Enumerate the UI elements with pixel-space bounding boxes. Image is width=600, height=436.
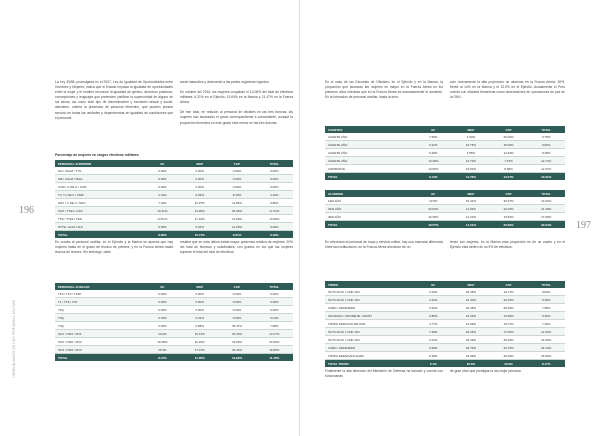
right-column-2 xyxy=(450,80,565,105)
row-label-cell: SO2 / OM2 / SO2 xyxy=(58,339,82,344)
value-cell: 32.39% xyxy=(465,337,477,342)
row-label-cell: T2Q xyxy=(58,307,64,312)
value-cell: 15.13% xyxy=(194,331,205,336)
value-cell: 30.15% xyxy=(231,331,243,336)
value-cell: 7.34% xyxy=(158,200,167,205)
value-cell: 10.2% xyxy=(158,331,167,336)
value-cell: 21.39% xyxy=(541,206,552,211)
value-cell: 15.07% xyxy=(503,321,514,326)
value-cell: 9.96% xyxy=(429,345,438,350)
table-total-row xyxy=(325,360,565,367)
value-cell: 22.45% xyxy=(194,339,205,344)
value-cell: 16.36% xyxy=(428,214,439,219)
row-label-cell: PERSONAL AUXILIAR xyxy=(58,284,90,289)
value-cell: 12.97% xyxy=(194,200,205,205)
value-cell: 0.00% xyxy=(270,299,279,304)
value-cell: 9.14% xyxy=(429,174,438,179)
value-cell: 22.9% xyxy=(504,361,513,366)
value-cell: 19.42% xyxy=(541,198,552,203)
value-cell: 5.1% xyxy=(429,361,437,366)
value-cell: MGP xyxy=(196,284,204,289)
right-page xyxy=(300,0,600,436)
row-label-cell: ASPIRANTE xyxy=(328,166,346,171)
right-column-3 xyxy=(325,240,443,255)
value-cell: EF xyxy=(431,127,436,132)
table-row xyxy=(55,330,293,338)
value-cell: 19.39% xyxy=(465,313,477,318)
row-label-cell: T1 / T1S / T1P xyxy=(58,299,78,304)
value-cell: 6.94% xyxy=(195,224,204,229)
value-cell: 8.17% xyxy=(541,361,551,366)
value-cell: 3.85% xyxy=(429,313,438,318)
table-row xyxy=(55,191,293,199)
value-cell: 0.00% xyxy=(195,291,204,296)
value-cell: 0.00% xyxy=(232,307,242,312)
value-cell: 0.00% xyxy=(232,299,242,304)
row-label-cell: 2DO AÑO xyxy=(328,206,342,211)
row-label-cell: TROPA REENGANCHADA xyxy=(328,353,365,358)
paragraph: En cuanto al personal auxiliar, en el Ejército y la Marina se aprecia que hay mujeres hasta en el grado de técnico de primera, y en la Fuerza Aérea hasta técnica de tercera. Sin embargo, cabe xyxy=(55,240,173,255)
value-cell: 17.31% xyxy=(269,208,280,213)
value-cell: FAP xyxy=(505,282,512,287)
value-cell: 4.94% xyxy=(466,134,476,139)
value-cell: 34.03% xyxy=(503,206,514,211)
row-label-cell: SOTO RGO / CAB / RD xyxy=(328,329,360,334)
table-row xyxy=(325,213,565,221)
page-number-left: 196 xyxy=(19,205,34,216)
value-cell: 9.85% xyxy=(270,200,279,205)
value-cell: FAP xyxy=(505,191,512,196)
value-cell: 10.95% xyxy=(428,166,439,171)
row-label-cell: TOTAL xyxy=(328,222,338,227)
table-row xyxy=(55,290,293,298)
row-label-cell: TOTAL xyxy=(328,174,338,179)
value-cell: 15.44% xyxy=(465,198,477,203)
table-row xyxy=(325,288,565,296)
table-row xyxy=(55,322,293,330)
value-cell: TOTAL xyxy=(541,191,552,196)
value-cell: 25.90% xyxy=(541,353,552,358)
table-row xyxy=(325,328,565,336)
row-label-cell: TTE / TTE2 / TEN xyxy=(58,216,82,221)
value-cell: 12.43% xyxy=(541,329,552,334)
value-cell: 26.3% xyxy=(158,347,167,352)
value-cell: 34.76% xyxy=(503,345,514,350)
value-cell: 8.69% xyxy=(158,232,167,237)
value-cell: 0.00% xyxy=(195,168,204,173)
table-header-row xyxy=(55,283,293,290)
page-number-right: 197 xyxy=(576,220,591,231)
value-cell: 19.48% xyxy=(157,339,168,344)
value-cell: 6.28% xyxy=(429,150,438,155)
table-row xyxy=(55,167,293,175)
table-row xyxy=(55,346,293,354)
table-row xyxy=(325,149,565,157)
value-cell: 11.76% xyxy=(465,174,476,179)
value-cell: 26.60% xyxy=(503,222,514,227)
value-cell: 13.27% xyxy=(503,174,514,179)
value-cell: 16.17% xyxy=(503,289,514,294)
row-label-cell: CABO / MARINERO xyxy=(328,345,356,350)
left-column-4 xyxy=(180,240,293,260)
table-row xyxy=(325,205,565,213)
row-label-cell: SOLDADO / GRUMETE / AVIÓN xyxy=(328,313,372,318)
row-label-cell: CADETE AÑO xyxy=(328,150,348,155)
table-row xyxy=(55,314,293,322)
table-header-row xyxy=(325,281,565,288)
value-cell: 8.96% xyxy=(504,166,513,171)
table-row xyxy=(55,175,293,183)
table-row xyxy=(325,165,565,173)
value-cell: 12.64% xyxy=(503,150,514,155)
value-cell: 19.31% xyxy=(157,208,168,213)
paragraph: ción nuevamente la alta proporción de alumnas en la Fuerza Aérea; 30%, frente al 14% en la Marina y el 10.5% en el Ejército. Actualmente el Perú cuenta con oficiales femeninas como observadores en operaciones de paz de la ONU. xyxy=(450,80,565,100)
value-cell: 8.35% xyxy=(429,353,438,358)
table-header-row xyxy=(325,190,565,197)
table-row xyxy=(325,304,565,312)
table-row xyxy=(325,296,565,304)
table-row xyxy=(325,197,565,205)
table-row xyxy=(55,199,293,207)
row-label-cell: COR / C DE N / COR xyxy=(58,184,87,189)
row-label-cell: GD / VALM / TTG xyxy=(58,168,82,173)
value-cell: 26.48% xyxy=(465,289,477,294)
value-cell: 10.75% xyxy=(465,142,477,147)
value-cell: 10.31% xyxy=(541,174,552,179)
paragraph: sonal masculino y descuento a las partes orgánicas vigentes. xyxy=(180,80,270,84)
value-cell: MGP xyxy=(467,282,475,287)
value-cell: FAP xyxy=(505,127,512,132)
paragraph: En octubre del 2016, las mujeres ocupaban el 10.08% del total de efectivos militares: 6.31% en el Ejército, 13.64% en la Marina y 21.47% en la Fuerza Aérea. xyxy=(180,90,293,105)
value-cell: 0.00% xyxy=(232,315,242,320)
value-cell: 34.99% xyxy=(465,353,477,358)
table-title: Porcentaje de mujeres en cargos efectivos militares xyxy=(55,153,139,157)
row-label-cell: SOTO RGO / CAB / RD xyxy=(328,297,360,302)
left-column-1 xyxy=(55,80,173,126)
table-personal-auxiliar xyxy=(55,283,293,361)
table-row xyxy=(55,306,293,314)
value-cell: 0.00% xyxy=(232,184,242,189)
row-label-cell: SO3 / OM3 / SO3 xyxy=(58,347,82,352)
row-label-cell: MAY / C DE C / MAY xyxy=(58,200,86,205)
row-label-cell: T3Q xyxy=(58,315,64,320)
table-total-row xyxy=(325,221,565,228)
value-cell: 6.31% xyxy=(429,142,438,147)
value-cell: 8.10% xyxy=(232,192,242,197)
value-cell: 20.00% xyxy=(503,134,514,139)
value-cell: 2.31% xyxy=(158,192,167,197)
value-cell: 36.97% xyxy=(503,198,514,203)
value-cell: 7.95% xyxy=(429,329,438,334)
row-label-cell: CADETE AÑO xyxy=(328,142,348,147)
row-label-cell: CADETE AÑO xyxy=(328,134,348,139)
row-label-cell: CABO / MARINERO xyxy=(328,305,356,310)
value-cell: TOTAL xyxy=(541,282,552,287)
value-cell: 7.43% xyxy=(541,321,551,326)
value-cell: 9.83% xyxy=(541,289,551,294)
paragraph: En el caso de las Escuelas de Oficiales, en el Ejército y en la Marina, la proporción que alcanzan las mujeres es mayor en la Fuerza Aérea en los primeros años mientras que en la Fuerza Aérea es marcadamente el aumento. En la formación de personal auxiliar, hasta la sem- xyxy=(325,80,443,100)
value-cell: 18.57% xyxy=(428,222,439,227)
row-label-cell: CADETE AÑO xyxy=(328,158,348,163)
left-column-2 xyxy=(180,80,293,131)
value-cell: MGP xyxy=(467,191,475,196)
value-cell: 17.06% xyxy=(503,329,514,334)
value-cell: 0.00% xyxy=(158,291,167,296)
value-cell: 13.69% xyxy=(231,216,243,221)
value-cell: 4.34% xyxy=(270,192,279,197)
value-cell: 0.00% xyxy=(158,184,167,189)
value-cell: 4.77% xyxy=(429,321,438,326)
value-cell: 7.59% xyxy=(429,134,438,139)
value-cell: 0.31% xyxy=(195,315,204,320)
table-personal-superior xyxy=(55,160,293,238)
row-label-cell: 1ER AÑO xyxy=(328,198,342,203)
table-row xyxy=(55,298,293,306)
table-total-row xyxy=(55,231,293,238)
value-cell: FAP xyxy=(234,161,240,166)
value-cell: 0.00% xyxy=(270,307,279,312)
value-cell: TOTAL xyxy=(541,127,552,132)
table-row xyxy=(325,320,565,328)
table-row xyxy=(325,344,565,352)
right-column-5 xyxy=(325,369,443,384)
row-label-cell: CAP / TTE1 / CAP xyxy=(58,208,83,213)
value-cell: 0.00% xyxy=(232,176,242,181)
value-cell: 17.07% xyxy=(194,347,205,352)
value-cell: 0.00% xyxy=(270,291,279,296)
value-cell: 14.35% xyxy=(541,337,552,342)
row-label-cell: T1S / T1S / T1SP xyxy=(58,291,82,296)
value-cell: 5.91% xyxy=(429,305,438,310)
value-cell: 36.62% xyxy=(503,353,514,358)
value-cell: 23.99% xyxy=(269,339,280,344)
value-cell: 15.40% xyxy=(465,297,477,302)
value-cell: 0.00% xyxy=(158,307,167,312)
row-label-cell: PERSONAL SUPERIOR xyxy=(58,161,92,166)
table-total-row xyxy=(55,354,293,361)
value-cell: 0.00% xyxy=(270,176,279,181)
value-cell: 19.99% xyxy=(231,355,243,360)
value-cell: 9.19% xyxy=(270,232,279,237)
value-cell: 3.23% xyxy=(429,289,438,294)
value-cell: 23.93% xyxy=(428,206,439,211)
value-cell: 13.48% xyxy=(428,158,439,163)
table-row xyxy=(55,223,293,231)
row-label-cell: TOTAL xyxy=(58,232,68,237)
paragraph: tercio son mujeres, en la Marina esta proporción es de un cuarto y en el Ejército está dentro de un 5% de efectivos. xyxy=(450,240,565,250)
value-cell: 28.48% xyxy=(503,305,514,310)
row-label-cell: TROPA xyxy=(328,282,339,287)
table-row xyxy=(55,338,293,346)
value-cell: 0.00% xyxy=(158,299,167,304)
table-tropa xyxy=(325,281,565,367)
value-cell: 9.21% xyxy=(429,337,438,342)
table-cadetes xyxy=(325,126,565,180)
value-cell: 9.91% xyxy=(232,232,242,237)
value-cell: 21.99% xyxy=(465,321,477,326)
table-row xyxy=(325,141,565,149)
table-header-row xyxy=(325,126,565,133)
value-cell: 35.46% xyxy=(503,337,514,342)
paragraph: De ese total, en relación al personal de oficiales en las tres fuerzas, las mujeres han alcanzado el grado correspondiente a comandante, aunque la proporción femenina en este grado está menor en las tres fuerzas. xyxy=(180,110,293,125)
vertical-running-title: LIBRO BLANCO DE LOS PERSONAL MILITAR xyxy=(12,299,16,378)
value-cell: EF xyxy=(160,284,165,289)
row-label-cell: TC / C DE F / CMD xyxy=(58,192,84,197)
table-row xyxy=(325,312,565,320)
table-alumnos xyxy=(325,190,565,228)
row-label-cell: SO1 / OM1 / SO1 xyxy=(58,331,82,336)
value-cell: 7.58% xyxy=(541,305,551,310)
value-cell: 11.05% xyxy=(194,355,205,360)
value-cell: 19.05% xyxy=(269,347,280,352)
value-cell: 0.00% xyxy=(158,168,167,173)
value-cell: 0.00% xyxy=(195,184,204,189)
value-cell: 0.93% xyxy=(195,192,204,197)
paragraph: En referencia al personal de tropa y servicio militar, hay una marcada diferencia entre las instituciones: en la Fuerza Aérea alrededor de un xyxy=(325,240,443,250)
value-cell: 19.83% xyxy=(465,166,477,171)
value-cell: 4.55% xyxy=(466,150,476,155)
value-cell: 8.47% xyxy=(158,355,167,360)
value-cell: FAP xyxy=(234,284,240,289)
value-cell: 5.30% xyxy=(541,313,551,318)
table-row xyxy=(325,352,565,360)
value-cell: 8.48% xyxy=(541,150,551,155)
paragraph: de gran nivel que prestigian a las mujer peruana. xyxy=(450,369,522,373)
value-cell: 9.75% xyxy=(541,134,551,139)
row-label-cell: T3Q xyxy=(58,323,64,328)
row-label-cell: CADETES xyxy=(328,127,343,132)
value-cell: 0.00% xyxy=(270,168,279,173)
value-cell: 20.48% xyxy=(465,305,477,310)
value-cell: 14.21% xyxy=(465,222,477,227)
value-cell: 0.88% xyxy=(195,323,204,328)
table-row xyxy=(325,133,565,141)
right-column-1 xyxy=(325,80,443,105)
row-label-cell: STTE / ALFA / ALF xyxy=(58,224,84,229)
value-cell: 15.84% xyxy=(503,214,514,219)
value-cell: EF xyxy=(160,161,165,166)
value-cell: 9.60% xyxy=(541,142,551,147)
value-cell: 14.23% xyxy=(465,214,477,219)
row-label-cell: SOTO RGO / CAB / RD xyxy=(328,289,360,294)
value-cell: 22.6% xyxy=(466,361,476,366)
value-cell: MGP xyxy=(196,161,204,166)
value-cell: 9.05% xyxy=(158,224,167,229)
left-column-3 xyxy=(55,240,173,260)
value-cell: 32.13% xyxy=(541,345,552,350)
value-cell: 0.00% xyxy=(232,168,242,173)
value-cell: TOTAL xyxy=(269,284,280,289)
value-cell: 13.27% xyxy=(269,331,280,336)
value-cell: 11.35% xyxy=(269,355,280,360)
table-row xyxy=(325,157,565,165)
value-cell: MGP xyxy=(467,127,475,132)
value-cell: 4.31% xyxy=(429,297,438,302)
value-cell: 14.96% xyxy=(194,208,205,213)
value-cell: 3.01% xyxy=(270,315,279,320)
value-cell: 9.09% xyxy=(270,224,279,229)
right-column-6 xyxy=(450,369,565,379)
table-total-row xyxy=(325,173,565,180)
table-header-row xyxy=(55,160,293,167)
value-cell: 20.94% xyxy=(541,222,552,227)
value-cell: 5.45% xyxy=(541,297,551,302)
value-cell: 7.98% xyxy=(270,323,279,328)
row-label-cell: GB / CALM / MAG xyxy=(58,176,83,181)
table-row xyxy=(325,336,565,344)
value-cell: 23.99% xyxy=(231,339,243,344)
value-cell: 3.79% xyxy=(158,315,167,320)
value-cell: 33.15% xyxy=(503,297,514,302)
value-cell: 33.39% xyxy=(231,347,243,352)
paragraph: Finalmente la alta dirección del Ministerio de Defensa ha tomado y cuenta con funcionarias xyxy=(325,369,443,379)
paragraph: La Ley 39/86, promulgada en el 2007, Ley de Igualdad de Oportunidades entre Hombres y Mujeres, indica que el Estado impulsa la igualdad de oportunidades entre la mujer y el hombre reconoce la igualdad de género, derechos prácticos, concepciones y lenguajes que pretenden justificar la superioridad de alguno de los sexos, así como todo tipo de discriminación y exclusión sexual y social, asimismo, orienta la presencia de personal femenino, que pueden prestar servicio en todas las unidades y dependencias en igualdad de condiciones que el personal. xyxy=(55,80,173,120)
value-cell: 0.00% xyxy=(195,176,204,181)
value-cell: 0.00% xyxy=(270,184,279,189)
value-cell: 15.45% xyxy=(231,208,243,213)
value-cell: 12.37% xyxy=(541,166,552,171)
value-cell: 17.99% xyxy=(541,214,552,219)
value-cell: 7.97% xyxy=(504,158,513,163)
value-cell: 11.39% xyxy=(465,206,476,211)
value-cell: 13.51% xyxy=(157,216,168,221)
paragraph: resaltar que en esta última existe mayor presencia relativa de mujeres: 20% del total de técnicos y suboficiales, con grados en los que las mujeres superan el total del total de efectivos. xyxy=(180,240,293,255)
value-cell: 0.00% xyxy=(195,307,204,312)
row-label-cell: SOTO RGO / CAB / RD xyxy=(328,337,360,342)
value-cell: EF xyxy=(431,282,436,287)
value-cell: 0.00% xyxy=(158,176,167,181)
value-cell: 10.47% xyxy=(194,232,205,237)
value-cell: 0.00% xyxy=(195,299,204,304)
table-row xyxy=(55,207,293,215)
value-cell: 15.99% xyxy=(503,313,514,318)
row-label-cell: TOTAL xyxy=(58,355,68,360)
value-cell: 17.40% xyxy=(194,216,205,221)
value-cell: 11.59% xyxy=(232,200,243,205)
value-cell: 21.79% xyxy=(465,158,477,163)
value-cell: 4.39% xyxy=(158,323,167,328)
value-cell: 20.25% xyxy=(465,329,477,334)
value-cell: 12.09% xyxy=(231,224,243,229)
table-row xyxy=(55,215,293,223)
value-cell: 15.09% xyxy=(503,142,514,147)
value-cell: TOTAL xyxy=(269,161,280,166)
row-label-cell: ALUMNOS xyxy=(328,191,344,196)
value-cell: 12.72% xyxy=(541,158,552,163)
row-label-cell: TROPA SERVICIO MILITAR xyxy=(328,321,366,326)
value-cell: 10.5% xyxy=(429,198,438,203)
right-column-4 xyxy=(450,240,565,255)
value-cell: 35.47% xyxy=(231,323,243,328)
value-cell: EF xyxy=(431,191,436,196)
value-cell: 13.99% xyxy=(269,216,280,221)
row-label-cell: TOTAL TROPA xyxy=(328,361,349,366)
value-cell: 0.00% xyxy=(232,291,242,296)
value-cell: 32.79% xyxy=(465,345,477,350)
table-row xyxy=(55,183,293,191)
row-label-cell: 3ER AÑO xyxy=(328,214,342,219)
